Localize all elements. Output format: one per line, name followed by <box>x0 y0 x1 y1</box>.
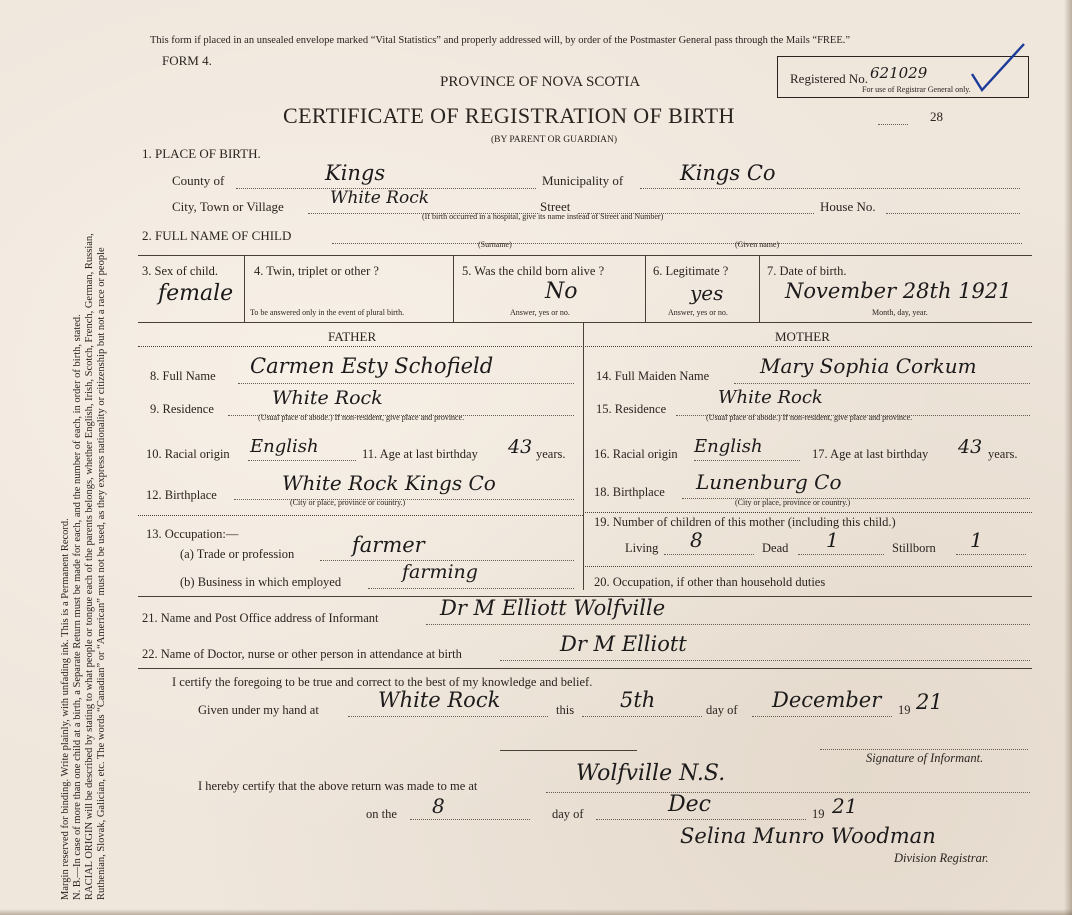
municipality-value: Kings Co <box>680 161 776 185</box>
margin-note-3: RACIAL ORIGIN will be described by stating to what people or tongue each of the parents belongs, whether English, Irish, Scotch, French, German, Russian, <box>84 233 95 900</box>
given-year-value: 21 <box>916 690 943 714</box>
given-place-line <box>348 716 548 717</box>
father-name-value: Carmen Esty Schofield <box>250 354 494 378</box>
stillborn-line <box>956 554 1026 555</box>
document-subtitle: (BY PARENT OR GUARDIAN) <box>491 135 618 145</box>
given-day-value: 5th <box>620 688 656 712</box>
father-age-unit: years. <box>536 447 566 461</box>
signature-rule <box>500 750 637 751</box>
city-value: White Rock <box>330 188 430 208</box>
father-race-label: 10. Racial origin <box>146 447 230 461</box>
mother-occupation-label: 20. Occupation, if other than household duties <box>594 575 826 589</box>
county-value: Kings <box>325 161 386 185</box>
children-count-label: 19. Number of children of this mother (including this child.) <box>594 515 896 529</box>
father-race-value: English <box>250 436 319 457</box>
mother-age-label: 17. Age at last birthday <box>812 447 929 461</box>
given-name-note: (Given name) <box>735 240 780 249</box>
doctor-line <box>500 660 1030 661</box>
day-line <box>582 716 702 717</box>
father-trade-label: (a) Trade or profession <box>180 547 295 561</box>
dead-value: 1 <box>826 528 839 552</box>
given-label: Given under my hand at <box>198 703 319 717</box>
father-birthplace-value: White Rock Kings Co <box>282 471 496 495</box>
parents-header-rule <box>138 346 1032 347</box>
father-name-label: 8. Full Name <box>150 369 216 383</box>
dayof-label: day of <box>706 703 738 717</box>
mother-residence-label: 15. Residence <box>596 402 667 416</box>
doctor-label: 22. Name of Doctor, nurse or other person in attendance at birth <box>142 647 462 661</box>
date-note: Month, day, year. <box>872 308 928 317</box>
registrar-year-value: 21 <box>832 794 858 818</box>
registrar-place-value: Wolfville N.S. <box>576 761 726 786</box>
father-age-label: 11. Age at last birthday <box>362 447 478 461</box>
margin-note-1: Margin reserved for binding. Write plainly, with unfading ink. This is a Permanent Record. <box>60 518 71 900</box>
sex-label: 3. Sex of child. <box>142 264 219 278</box>
certify-text: I certify the foregoing to be true and correct to the best of my knowledge and belief. <box>172 675 593 689</box>
father-age-value: 43 <box>508 436 533 458</box>
given-place-value: White Rock <box>378 688 501 712</box>
place-section-label: 1. PLACE OF BIRTH. <box>142 146 261 161</box>
title-suffix: 28 <box>930 109 943 124</box>
father-birthplace-note: (City or place, province or country.) <box>290 498 406 507</box>
postal-note: This form if placed in an unsealed envelope marked “Vital Statistics” and properly addressed will, by order of the Postmaster General pass through the Mails “FREE.” <box>150 35 851 46</box>
registrar-general-note: For use of Registrar General only. <box>862 85 971 94</box>
dead-label: Dead <box>762 541 789 555</box>
margin-notes <box>60 10 108 900</box>
certify-top-rule <box>138 668 1032 669</box>
registrar-day-value: 8 <box>432 794 445 818</box>
mother-name-value: Mary Sophia Corkum <box>760 354 977 378</box>
margin-note-4: Ruthenian, Slovak, Galician, etc. The words “Canadian” or “American” must not be used, as they express nationality or citizenship but not a race or people <box>96 247 107 900</box>
title-dotline <box>878 124 908 125</box>
document-title: CERTIFICATE OF REGISTRATION OF BIRTH <box>283 103 735 128</box>
registrar-text: I hereby certify that the above return was made to me at <box>198 779 478 793</box>
legitimate-note: Answer, yes or no. <box>668 308 728 317</box>
father-business-line <box>368 588 574 589</box>
father-occupation-rule <box>138 515 583 516</box>
row3-divider-4 <box>759 255 760 322</box>
row3-bottom-rule <box>138 322 1032 323</box>
mother-residence-value: White Rock <box>718 387 823 408</box>
mother-occupation-rule <box>583 566 1032 567</box>
paper-edge-right <box>1064 0 1072 915</box>
checkmark-icon <box>968 40 1028 95</box>
margin-note-2: N. B.—In case of more than one child at a birth, a Separate Return must be made for each, and the number of each, in order of birth, stated. <box>72 314 83 900</box>
province-heading: PROVINCE OF NOVA SCOTIA <box>440 74 641 90</box>
house-label: House No. <box>820 199 876 214</box>
legitimate-value: yes <box>690 281 724 305</box>
informant-signature-line <box>820 749 1028 750</box>
father-occupation-label: 13. Occupation:— <box>146 527 239 541</box>
child-name-label: 2. FULL NAME OF CHILD <box>142 228 292 243</box>
father-residence-value: White Rock <box>272 387 383 409</box>
informant-label: 21. Name and Post Office address of Informant <box>142 611 379 625</box>
row3-divider-2 <box>453 255 454 322</box>
mother-age-unit: years. <box>988 447 1018 461</box>
mother-race-label: 16. Racial origin <box>594 447 678 461</box>
living-value: 8 <box>690 528 703 552</box>
twin-label: 4. Twin, triplet or other ? <box>254 264 379 278</box>
municipality-label: Municipality of <box>542 173 624 188</box>
father-business-label: (b) Business in which employed <box>180 575 342 589</box>
father-residence-note: (Usual place of abode.) If non-resident, give place and province. <box>258 413 465 422</box>
registrar-year-prefix: 19 <box>812 807 825 821</box>
house-line <box>886 213 1020 214</box>
street-label: Street <box>540 199 571 214</box>
legitimate-label: 6. Legitimate ? <box>653 264 729 278</box>
alive-value: No <box>545 279 578 304</box>
child-name-line <box>332 243 1022 244</box>
registrar-title: Division Registrar. <box>894 851 989 865</box>
informant-value: Dr M Elliott Wolfville <box>440 596 666 620</box>
twin-note: To be answered only in the event of plural birth. <box>250 308 405 317</box>
dead-line <box>798 554 884 555</box>
registrar-month-value: Dec <box>668 792 711 817</box>
father-residence-label: 9. Residence <box>150 402 214 416</box>
county-label: County of <box>172 173 225 188</box>
form-number: FORM 4. <box>162 53 212 68</box>
paper-edge-bottom <box>0 909 1072 915</box>
living-line <box>664 554 754 555</box>
mother-race-line <box>694 460 800 461</box>
surname-note: (Surname) <box>478 240 512 249</box>
mother-children-rule <box>583 512 1032 513</box>
month-line <box>752 716 892 717</box>
mother-birthplace-label: 18. Birthplace <box>594 485 665 499</box>
alive-note: Answer, yes or no. <box>510 308 570 317</box>
registrar-day-line <box>410 819 530 820</box>
father-trade-value: farmer <box>352 533 425 557</box>
municipality-line <box>640 188 1020 189</box>
father-heading: FATHER <box>328 329 377 344</box>
registered-label: Registered No. <box>790 71 868 86</box>
alive-label: 5. Was the child born alive ? <box>462 264 605 278</box>
mother-birthplace-value: Lunenburg Co <box>696 470 842 494</box>
on-the-label: on the <box>366 807 397 821</box>
mother-birthplace-note: (City or place, province or country.) <box>735 498 851 507</box>
mother-heading: MOTHER <box>775 329 830 344</box>
hospital-note: (If birth occurred in a hospital, give its name instead of Street and Number) <box>422 212 664 221</box>
registrar-month-line <box>596 819 806 820</box>
parents-divider <box>583 322 584 590</box>
row3-divider-1 <box>244 255 245 322</box>
informant-line <box>426 624 1030 625</box>
father-birthplace-label: 12. Birthplace <box>146 488 217 502</box>
stillborn-value: 1 <box>970 528 983 552</box>
doctor-value: Dr M Elliott <box>560 632 687 656</box>
row3-divider-3 <box>645 255 646 322</box>
registrar-dayof-label: day of <box>552 807 584 821</box>
given-month-value: December <box>772 688 882 712</box>
mother-residence-note: (Usual place of abode.) If non-resident, give place and province. <box>706 413 913 422</box>
mother-name-label: 14. Full Maiden Name <box>596 369 710 383</box>
city-label: City, Town or Village <box>172 199 284 214</box>
sex-value: female <box>158 281 234 306</box>
registered-number: 621029 <box>870 64 928 82</box>
mother-race-value: English <box>694 436 763 457</box>
father-business-value: farming <box>402 561 478 583</box>
date-label: 7. Date of birth. <box>767 264 847 278</box>
mother-name-line <box>734 383 1030 384</box>
row3-top-rule <box>138 255 1032 256</box>
living-label: Living <box>625 541 659 555</box>
date-value: November 28th 1921 <box>785 279 1012 303</box>
stillborn-label: Stillborn <box>892 541 936 555</box>
year-prefix: 19 <box>898 703 911 717</box>
mother-age-value: 43 <box>958 436 983 458</box>
registrar-signature: Selina Munro Woodman <box>680 824 936 848</box>
informant-signature-label: Signature of Informant. <box>866 751 984 765</box>
father-race-line <box>248 460 356 461</box>
registrar-place-line <box>546 792 1030 793</box>
this-label: this <box>556 703 575 717</box>
father-name-line <box>238 383 574 384</box>
